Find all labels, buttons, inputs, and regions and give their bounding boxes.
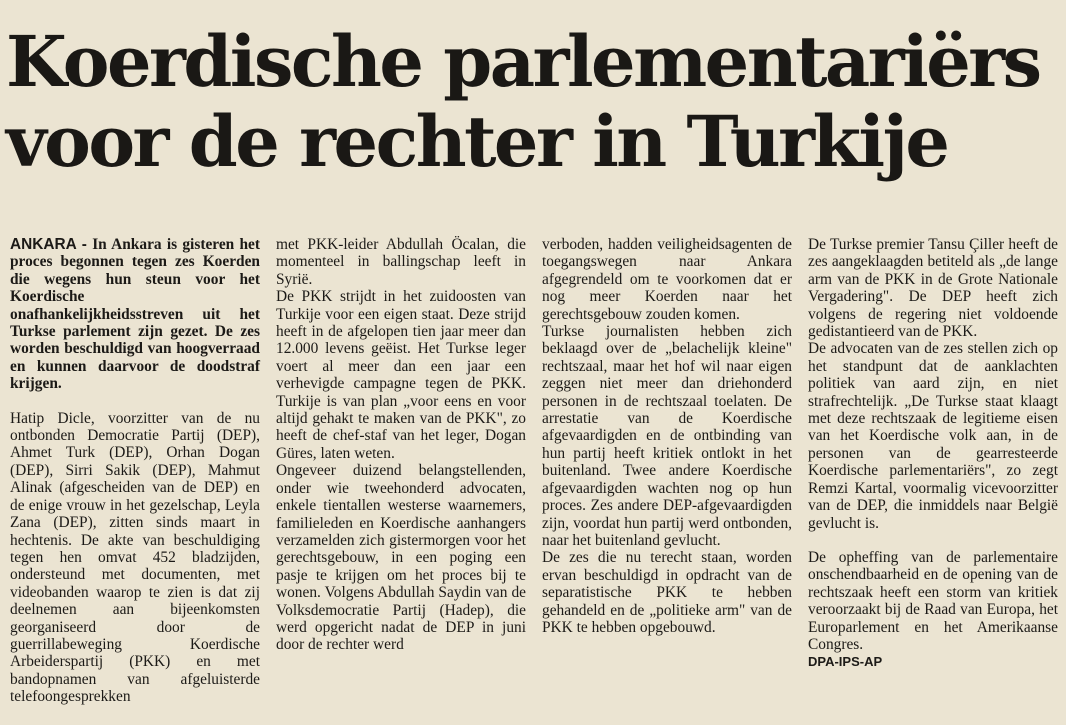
column-2 xyxy=(276,236,526,716)
paragraph: Hatip Dicle, voorzitter van de nu ontbonden Democratie Partij (DEP), Ahmet Turk (DEP), Orhan Dogan (DEP), Sirri Sakik (DEP), Mahmut Alinak (afgescheiden van de DEP) en de enige vrouw in het gezelschap, Leyla Zana (DEP), zitten sinds maart in hechtenis. De akte van beschuldiging tegen hen omvat 452 bladzijden, ondersteund met documenten, met videobanden waarop te zien is dat zij deelnemen aan bijeenkomsten georganiseerd door de guerrillabeweging Koerdische Arbeiderspartij (PKK) en met bandopnamen van afgeluisterde telefoongesprekken xyxy=(10,409,260,706)
paragraph: verboden, hadden veiligheidsagenten de toegangswegen naar Ankara afgegrendeld om te voorkomen dat er nog meer Koerden naar het gerechtsgebouw zouden komen. xyxy=(542,236,792,323)
column-1 xyxy=(10,236,260,716)
paragraph: De Turkse premier Tansu Çiller heeft de zes aangeklaagden betiteld als „de lange arm van de PKK in de Grote Nationale Vergadering". De DEP heeft zich volgens de regering niet voldoende gedistantieerd van de PKK. xyxy=(808,236,1058,341)
column-3 xyxy=(542,236,792,716)
column-4 xyxy=(808,236,1058,716)
paragraph: met PKK-leider Abdullah Öcalan, die momenteel in ballingschap leeft in Syrië. xyxy=(276,236,526,288)
headline-line-1: Koerdische parlementariërs xyxy=(6,20,1040,103)
headline-line-2: voor de rechter in Turkije xyxy=(6,100,948,183)
headline xyxy=(6,22,1062,182)
paragraph: Turkse journalisten hebben zich beklaagd over de „belachelijk kleine" rechtszaal, maar het hof wil naar eigen zeggen niet meer dan driehonderd personen in de rechtszaal toelaten. De arrestatie van de Koerdische afgevaardigden en de ontbinding van hun partij heeft kritiek ontlokt in het buitenland. Twee andere Koerdische afgevaardigden wachten nog op hun proces. Zes andere DEP-afgevaardigden zijn, voordat hun partij werd ontbonden, naar het buitenland gevlucht. xyxy=(542,323,792,549)
dateline: ANKARA - xyxy=(10,236,87,253)
paragraph: De advocaten van de zes stellen zich op het standpunt dat de aanklachten politiek van aard zijn, en niet strafrechtelijk. „De Turkse staat klaagt met deze rechtszaak de legitieme eisen van het Koerdische volk aan, in de personen van de gearresteerde Koerdische parlementariërs", zo zegt Remzi Kartal, voormalig vicevoorzitter van de DEP, die inmiddels naar België gevlucht is. xyxy=(808,340,1058,532)
paragraph: De opheffing van de parlementaire onschendbaarheid en de opening van de rechtszaak heeft een storm van kritiek veroorzaakt bij de Raad van Europa, het Europarlement en het Amerikaanse Congres. xyxy=(808,548,1058,653)
paragraph: De PKK strijdt in het zuidoosten van Turkije voor een eigen staat. Deze strijd heeft in de afgelopen tien jaar meer dan 12.000 levens geëist. Het Turkse leger voert al meer dan een jaar een verhevigde campagne tegen de PKK. Turkije is van plan „voor eens en voor altijd gehakt te maken van de PKK", zo heeft de chef-staf van het leger, Dogan Güres, laten weten. xyxy=(276,288,526,462)
paragraph: Ongeveer duizend belangstellenden, onder wie tweehonderd advocaten, enkele tientallen westerse waarnemers, familieleden en Koerdische aanhangers verzamelden zich gistermorgen voor het gerechtsgebouw, in een poging een pasje te krijgen om het proces bij te wonen. Volgens Abdullah Saydin van de Volksdemocratie Partij (Hadep), die werd opgericht nadat de DEP in juni door de rechter werd xyxy=(276,462,526,654)
lead-text: In Ankara is gisteren het proces begonnen tegen zes Koerden die wegens hun steun voor het Koerdische onafhankelijkheidsstreven uit het Turkse parlement zijn gezet. De zes worden beschuldigd van hoogverraad en kunnen daarvoor de doodstraf krijgen. xyxy=(10,236,260,393)
paragraph: De zes die nu terecht staan, worden ervan beschuldigd in opdracht van de separatistische PKK te hebben gehandeld en de „politieke arm" van de PKK te hebben opgebouwd. xyxy=(542,549,792,636)
lead-paragraph xyxy=(10,236,260,393)
article-body xyxy=(10,236,1058,716)
byline: DPA-IPS-AP xyxy=(808,654,883,670)
